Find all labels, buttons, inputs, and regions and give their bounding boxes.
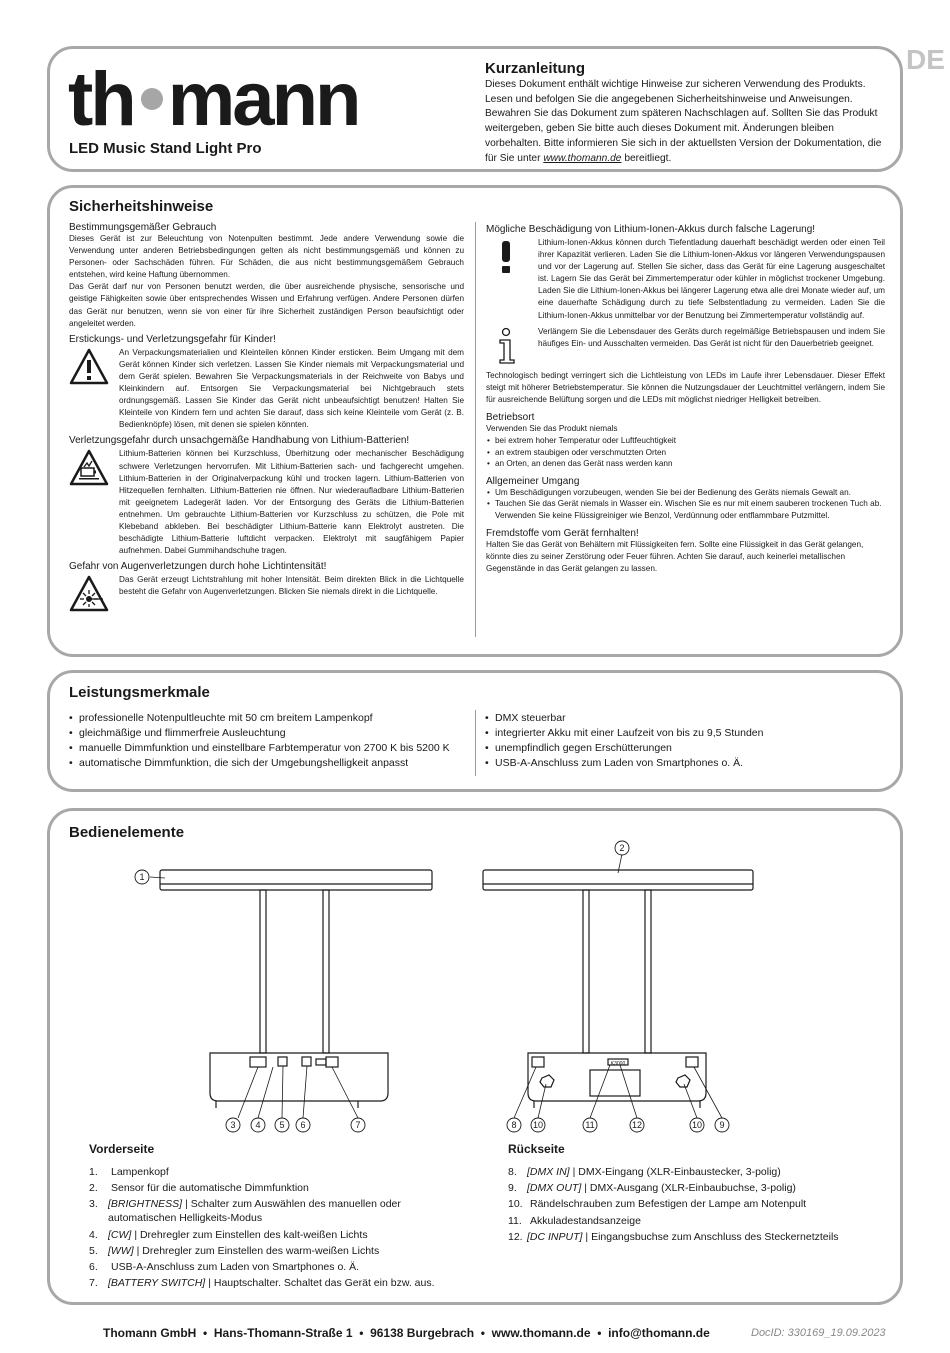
list-item: 3. [BRIGHTNESS] | Schalter zum Auswählen des manuellen oder automatischen Helligkeits-Modus xyxy=(89,1198,401,1225)
callout-10b: 10 xyxy=(691,1120,703,1130)
list-item: • Tauchen Sie das Gerät niemals in Wasser ein. Wischen Sie es nur mit einem sauberen trockenen Tuch ab. Verwenden Sie keine Flüssigreiniger wie Benzol, Verdünnung oder entflammbare Putzmittel. xyxy=(486,498,885,521)
footer-address: Thomann GmbH • Hans-Thomann-Straße 1 • 96138 Burgebrach • www.thomann.de • info@thomann.de xyxy=(103,1326,710,1340)
feature-item: • DMX steuerbar xyxy=(485,711,885,726)
thomann-link[interactable]: www.thomann.de xyxy=(543,152,622,164)
list-item: 4. [CW] | Drehregler zum Einstellen des kalt-weißen Lichts xyxy=(89,1228,368,1241)
umgang-list xyxy=(486,487,885,522)
callout-8: 8 xyxy=(511,1120,517,1130)
back-section xyxy=(508,1142,878,1246)
list-item: • an extrem staubigen oder verschmutzten Orten xyxy=(486,447,885,459)
list-item: 9. [DMX OUT] | DMX-Ausgang (XLR-Einbaubuchse, 3-polig) xyxy=(508,1182,796,1195)
callout-9: 9 xyxy=(719,1120,725,1130)
list-item: 1. Lampenkopf xyxy=(89,1166,169,1178)
product-name: LED Music Stand Light Pro xyxy=(69,140,262,157)
doc-id: DocID: 330169_19.09.2023 xyxy=(751,1327,886,1339)
betriebsort-list xyxy=(486,435,885,470)
umgang-title: Allgemeiner Umgang xyxy=(486,475,580,487)
betriebsort-title: Betriebsort xyxy=(486,411,535,423)
kurzanleitung-text: Dieses Dokument enthält wichtige Hinweise zur sicheren Verwendung des Produkts. Lesen und befolgen Sie die angegebenen Sicherheitshinweise und Anweisungen. Bewahren Sie das Dokument zum späteren Nachschlagen auf. Sollten Sie das Produkt weitergeben, geben Sie bitte auch dieses Dokument mit. Änderungen bleiben vorbehalten. Bitte informieren Sie sich in der aktuellsten Version der Dokumentation, die für Sie unter www.thomann.de bereitliegt. xyxy=(485,79,882,164)
laser-radiation-icon xyxy=(69,574,109,614)
info-note xyxy=(486,326,885,366)
storage-warning xyxy=(486,237,885,322)
intended-use-text-2: Das Gerät darf nur von Personen benutzt werden, die über ausreichende physische, sensorische und geistige Fähigkeiten sowie über entsprechendes Wissen und Erfahrung verfügen. Andere Personen dürfen das Gerät nur benutzen, wenn sie von einer für ihre Sicherheit zuständigen Person beaufsichtigt oder angeleitet werden. xyxy=(69,282,464,328)
lithium-warning-text: Lithium-Batterien können bei Kurzschluss, Überhitzung oder mechanischer Beschädigung schwere Verletzungen hervorrufen. Mit Lithium-Batterien sach- und fachgerecht umgehen. Lithium-Batterien in der Originalverpackung kühl und trocken lagern. Lithium-Batterien von Hitzequellen fernhalten. Lithium-Batterien nie öffnen. Nur wiederaufladbare Lithium-Batterien mit geeignetem Ladegerät laden. Vor der Entsorgung des Geräts die Lithium-Batterien entnehmen. Um gebrauchte Lithium-Batterien vor Kurzschluss zu schützen, die Pole mit Klebeband abkleben. Bei beschädigter Lithium-Batterie kann Elektrolyt austreten. Die beschädigte Lithium-Batterie luftdicht verpacken. Elektrolyt mit saugfähigem Papier aufnehmen. Dabei Gummihandschuhe tragen. xyxy=(119,449,464,556)
thomann-logo: th mann xyxy=(68,57,359,142)
back-view-drawing xyxy=(480,838,770,1138)
callout-5: 5 xyxy=(279,1120,285,1130)
safety-right-column xyxy=(486,224,885,575)
feature-item: • automatische Dimmfunktion, die sich der Umgebungshelligkeit anpasst xyxy=(69,756,469,771)
fremdstoffe-title: Fremdstoffe vom Gerät fernhalten! xyxy=(486,527,639,539)
features-divider xyxy=(475,710,476,776)
stand-tube-left xyxy=(583,890,589,1053)
list-item: 8. [DMX IN] | DMX-Eingang (XLR-Einbaustecker, 3-polig) xyxy=(508,1166,781,1178)
feature-item: • integrierter Akku mit einer Laufzeit von bis zu 9,5 Stunden xyxy=(485,726,885,741)
info-note-text: Verlängern Sie die Lebensdauer des Geräts durch regelmäßige Betriebspausen und indem Sie häufiges Ein- und Ausschalten vermeiden. Das Gerät ist nicht für den Dauerbetrieb geeignet. xyxy=(538,326,885,348)
callout-7: 7 xyxy=(355,1120,361,1130)
feature-item: • gleichmäßige und flimmerfreie Ausleuchtung xyxy=(69,726,469,741)
kurzanleitung-title: Kurzanleitung xyxy=(485,60,585,77)
storage-warning-text: Lithium-Ionen-Akkus können durch Tiefentladung dauerhaft beschädigt werden oder einen Teil ihrer Kapazität verlieren. Laden Sie die Lithium-Ionen-Akkus vor längeren Verwendungspausen und vor der Lagerung auf. Stellen Sie sicher, dass das Gerät für eine Lagerung ausgeschaltet ist. Lagern Sie das Gerät bei Zimmertemperatur oder kühler in möglichst trockener Umgebung. Laden Sie die Lithium-Ionen-Akkus bei längerer Lagerung etwa alle drei Monate wieder auf, um eine dauerhafte Schädigung durch zu tiefe Selbstentladung zu vermeiden. Laden Sie die Lithium-Ionen-Akkus unmittelbar vor der Benutzung bei Zimmertemperatur vollständig auf. xyxy=(538,238,885,320)
list-item: 12. [DC INPUT] | Eingangsbuchse zum Anschluss des Steckernetzteils xyxy=(508,1230,839,1243)
callout-4: 4 xyxy=(255,1120,261,1130)
stand-tube-left xyxy=(260,890,266,1053)
list-item: 11. Akkuladestandsanzeige xyxy=(508,1214,641,1227)
list-item: 7. [BATTERY SWITCH] | Hauptschalter. Schaltet das Gerät ein bzw. aus. xyxy=(89,1277,435,1290)
callout-3: 3 xyxy=(230,1120,236,1130)
feature-item: • manuelle Dimmfunktion und einstellbare Farbtemperatur von 2700 K bis 5200 K xyxy=(69,741,469,756)
callout-6: 6 xyxy=(300,1120,306,1130)
children-warning xyxy=(69,347,464,432)
features-title: Leistungsmerkmale xyxy=(69,684,210,701)
betriebsort-intro: Verwenden Sie das Produkt niemals xyxy=(486,423,618,433)
callout-10: 10 xyxy=(532,1120,544,1130)
eye-warning-text: Das Gerät erzeugt Lichtstrahlung mit hoher Intensität. Beim direkten Blick in die Lichtquelle besteht die Gefahr von Augenverletzungen. Blicken Sie niemals direkt in die Lichtquelle. xyxy=(119,575,464,597)
list-item: • Um Beschädigungen vorzubeugen, wenden Sie bei der Bedienung des Geräts niemals Gewalt an. xyxy=(486,487,885,499)
led-lifetime-text: Technologisch bedingt verringert sich die Lichtleistung von LEDs im Laufe ihrer Lebensdauer. Dieser Effekt steigt mit höherer Betriebstemperatur. Sie können die Nutzungsdauer der Leuchtmittel verlängern, indem Sie für ausreichende Belüftung sorgen und die LEDs mit möglichst niedriger Helligkeit betreiben. xyxy=(486,370,885,404)
intended-use-text-1: Dieses Gerät ist zur Beleuchtung von Notenpulten bestimmt. Jede andere Verwendung sowie die Verwendung unter anderen Betriebsbedingungen gelten als nicht bestimmungsgemäß und können zu Personen- oder Sachschäden führen. Für Schäden, die aus nicht bestimmungsgemäßem Gebrauch entstehen, wird keine Haftung übernommen. xyxy=(69,234,464,280)
list-item: 5. [WW] | Drehregler zum Einstellen des warm-weißen Lichts xyxy=(89,1244,380,1257)
back-label: K3000 xyxy=(610,1061,626,1067)
intended-use-title: Bestimmungsgemäßer Gebrauch xyxy=(69,222,217,233)
stand-tube-right xyxy=(323,890,329,1053)
safety-title: Sicherheitshinweise xyxy=(69,198,214,215)
list-item: 10. Rändelschrauben zum Befestigen der Lampe am Notenpult xyxy=(508,1198,807,1211)
stand-tube-right xyxy=(645,890,651,1053)
battery-hazard-icon xyxy=(69,448,109,488)
back-title: Rückseite xyxy=(508,1142,565,1156)
children-warning-title: Erstickungs- und Verletzungsgefahr für Kinder! xyxy=(69,333,276,345)
safety-divider xyxy=(475,222,476,637)
front-parts-list xyxy=(89,1165,469,1290)
fremdstoffe-text: Halten Sie das Gerät von Behältern mit Flüssigkeiten fern. Sollte eine Flüssigkeit in das Gerät gelangen, könnte dies zu seiner Zerstörung oder Feuer führen. Achten Sie darauf, auch keinerlei metallischen Gegenstände in das Gerät gelangen zu lassen. xyxy=(486,539,864,573)
front-view-drawing xyxy=(120,838,440,1138)
eye-warning-title: Gefahr von Augenverletzungen durch hohe Lichtintensität! xyxy=(69,561,327,573)
front-title: Vorderseite xyxy=(89,1142,155,1156)
feature-item: • USB-A-Anschluss zum Laden von Smartphones o. Ä. xyxy=(485,756,885,771)
back-parts-list xyxy=(508,1165,878,1244)
info-icon xyxy=(486,326,526,366)
children-warning-text: An Verpackungsmaterialien und Kleinteilen können Kinder ersticken. Beim Umgang mit dem Gerät können Kinder sich verletzen. Lassen Sie Kinder niemals mit Verpackungsmaterial und dem Gerät spielen. Bewahren Sie Verpackungsmaterials in der Reichweite von Babys und Kleinkindern auf. Entsorgen Sie Verpackungsmaterial bei Nichtgebrauch stets ordnungsgemäß. Lassen Sie Kinder das Gerät nicht unbeaufsichtigt benutzen! Halten Sie Kleinteile von Kindern fern und achten Sie darauf, dass sich keine Kleinteile vom Gerät (z. B. Bedienknöpfe) lösen, mit denen sie spielen könnten. xyxy=(119,347,464,430)
storage-warning-title: Mögliche Beschädigung von Lithium-Ionen-Akkus durch falsche Lagerung! xyxy=(486,224,816,235)
callout-12: 12 xyxy=(631,1120,643,1130)
feature-item: • unempfindlich gegen Erschütterungen xyxy=(485,741,885,756)
list-item: • bei extrem hoher Temperatur oder Luftfeuchtigkeit xyxy=(486,435,885,447)
base-unit xyxy=(210,1053,388,1101)
warning-exclamation-icon xyxy=(69,347,109,387)
lithium-warning-title: Verletzungsgefahr durch unsachgemäße Handhabung von Lithium-Batterien! xyxy=(69,435,410,447)
eye-warning xyxy=(69,574,464,614)
feature-item: • professionelle Notenpultleuchte mit 50 cm breitem Lampenkopf xyxy=(69,711,469,726)
list-item: 6. USB-A-Anschluss zum Laden von Smartphones o. Ä. xyxy=(89,1260,360,1273)
list-item: • an Orten, an denen das Gerät nass werden kann xyxy=(486,458,885,470)
list-item: 2. Sensor für die automatische Dimmfunktion xyxy=(89,1182,309,1195)
callout-2: 2 xyxy=(619,843,625,853)
exclamation-icon xyxy=(486,237,526,277)
callout-11: 11 xyxy=(585,1120,595,1130)
language-badge: DE xyxy=(906,44,945,75)
features-right-list xyxy=(485,711,885,771)
features-left-list xyxy=(69,711,469,771)
lamp-head xyxy=(160,870,432,890)
controls-title: Bedienelemente xyxy=(69,824,185,841)
callout-1: 1 xyxy=(139,872,145,882)
logo-dot-icon xyxy=(141,88,163,110)
lithium-warning xyxy=(69,448,464,557)
safety-left-column xyxy=(69,222,464,618)
front-section xyxy=(89,1142,469,1292)
